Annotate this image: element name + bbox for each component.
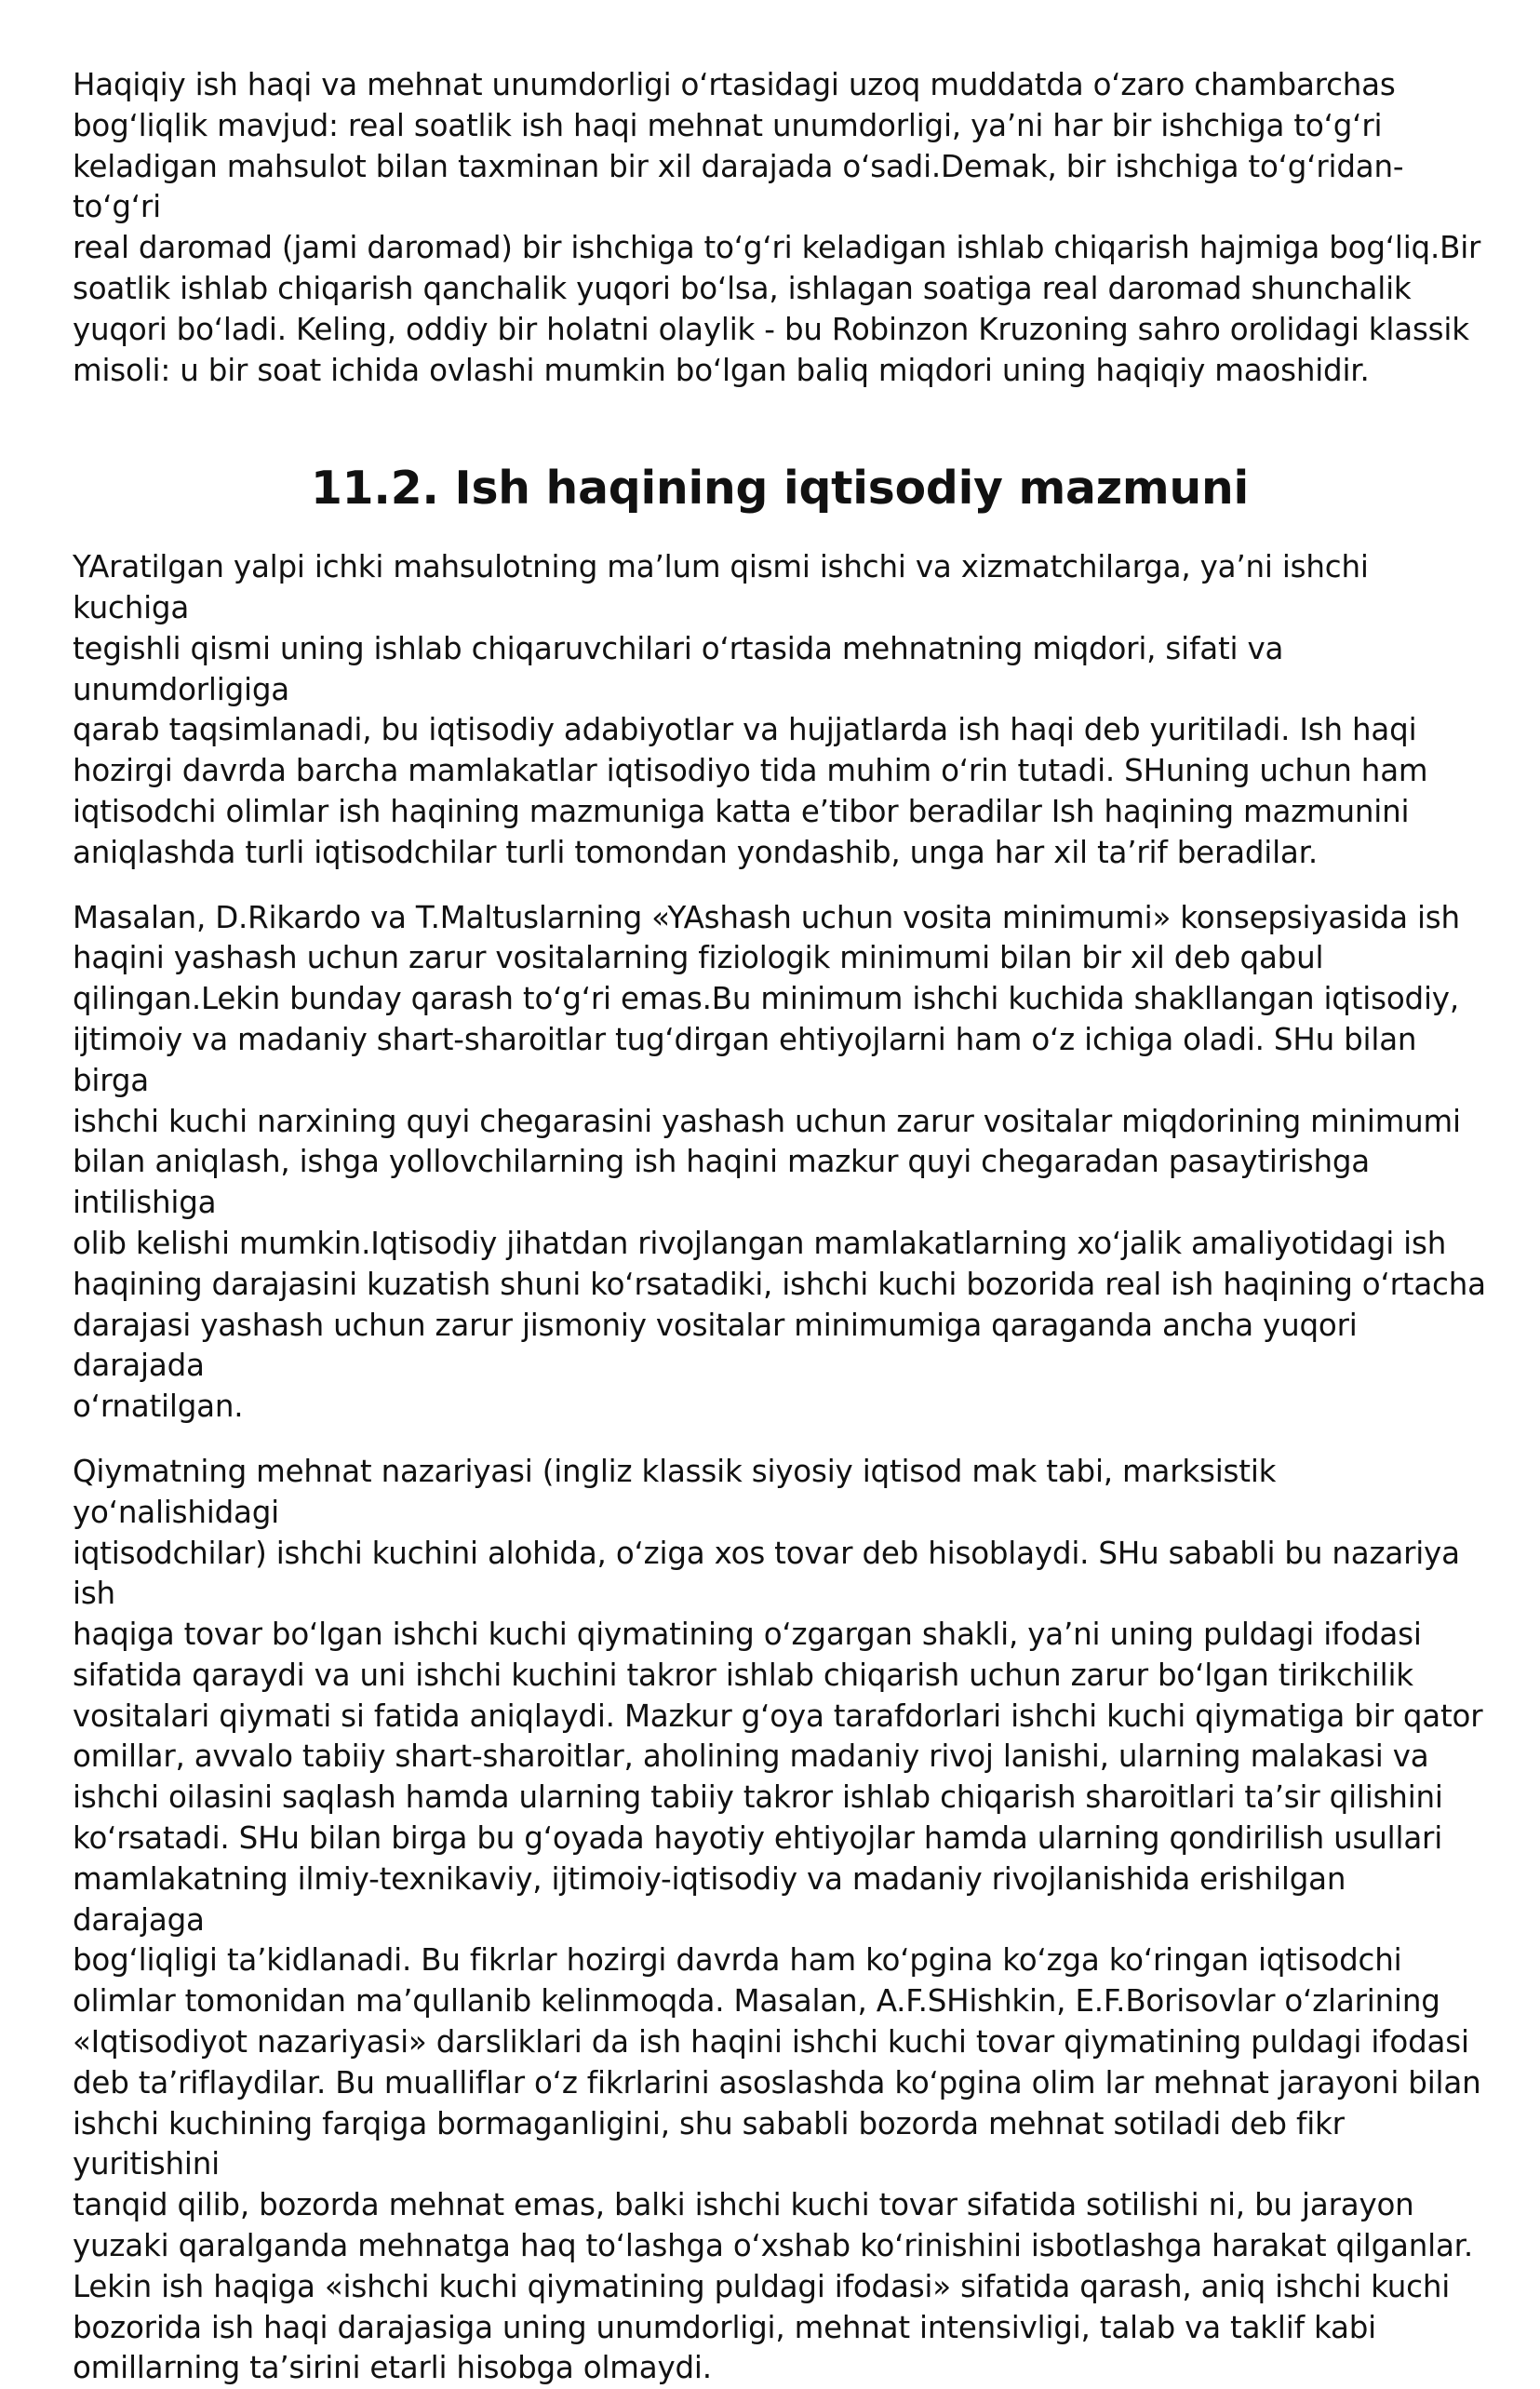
intro-paragraph: Haqiqiy ish haqi va mehnat unumdorligi o‘rtasidagi uzoq muddatda o‘zaro chambarchas bog‘liqlik mavjud: real soatlik ish haqi mehnat unumdorligi, ya’ni har bir ishchiga to‘g‘ri keladigan mahsulot bilan taxminan bir xil darajada o‘sadi.Demak, bir ishchiga to‘g‘ridan-to‘g‘ri real daromad (jami daromad) bir ishchiga to‘g‘ri keladigan ishlab chiqarish hajmiga bog‘liq.Bir soatlik ishlab chiqarish qanchalik yuqori bo‘lsa, ishlagan soatiga real daromad shunchalik yuqori bo‘ladi. Keling, oddiy bir holatni olaylik - bu Robinzon Kruzoning sahro orolidagi klassik misoli: u bir soat ichida ovlashi mumkin bo‘lgan baliq miqdori uning haqiqiy maoshidir. [73, 67, 1481, 388]
document-page [73, 65, 1487, 2389]
body-paragraph-1: YAratilgan yalpi ichki mahsulotning ma’lum qismi ishchi va xizmatchilarga, ya’ni ishchi kuchiga tegishli qismi uning ishlab chiqaruvchilari o‘rtasida mehnatning miqdori, sifati va unumdorligiga qarab taqsimlanadi, bu iqtisodiy adabiyotlar va hujjatlarda ish haqi deb yuritiladi. Ish haqi hozirgi davrda barcha mamlakatlar iqtisodiyo tida muhim o‘rin tutadi. SHuning uchun ham iqtisodchi olimlar ish haqining mazmuniga katta e’tibor beradilar Ish haqining mazmunini aniqlashda turli iqtisodchilar turli tomondan yondashib, unga har xil ta’rif beradilar. [73, 549, 1428, 870]
body-paragraph-3: Qiymatning mehnat nazariyasi (ingliz klassik siyosiy iqtisod mak tabi, marksistik yo‘nalishidagi iqtisodchilar) ishchi kuchini alohida, o‘ziga xos tovar deb hisoblaydi. SHu sababli bu nazariya ish haqiga tovar bo‘lgan ishchi kuchi qiymatining o‘zgargan shakli, ya’ni uning puldagi ifodasi sifatida qaraydi va uni ishchi kuchini takror ishlab chiqarish uchun zarur bo‘lgan tirikchilik vositalari qiymati si fatida aniqlaydi. Mazkur g‘oya tarafdorlari ishchi kuchi qiymatiga bir qator omillar, avvalo tabiiy shart-sharoitlar, aholining madaniy rivoj lanishi, ularning malakasi va ishchi oilasini saqlash hamda ularning tabiiy takror ishlab chiqarish sharoitlari ta’sir qilishini ko‘rsatadi. SHu bilan birga bu g‘oyada hayotiy ehtiyojlar hamda ularning qondirilish usullari mamlakatning ilmiy-texnikaviy, ijtimoiy-iqtisodiy va madaniy rivojlanishida erishilgan darajaga bog‘liqligi ta’kidlanadi. Bu fikrlar hozirgi davrda ham ko‘pgina ko‘zga ko‘ringan iqtisodchi olimlar tomonidan ma’qullanib kelinmoqda. Masalan, A.F.SHishkin, E.F.Borisovlar o‘zlarining «Iqtisodiyot nazariyasi» darsliklari da ish haqini ishchi kuchi tovar qiymatining puldagi ifodasi deb ta’riflaydilar. Bu mualliflar o‘z fikrlarini asoslashda ko‘pgina olim lar mehnat jarayoni bilan ishchi kuchining farqiga bormaganligini, shu sababli bozorda mehnat sotiladi deb fikr yuritishini tanqid qilib, bozorda mehnat emas, balki ishchi kuchi tovar sifatida sotilishi ni, bu jarayon yuzaki qaralganda mehnatga haq to‘lashga o‘xshab ko‘rinishini isbotlashga harakat qilganlar. Lekin ish haqiga «ishchi kuchi qiymatining puldagi ifodasi» sifatida qarash, aniq ishchi kuchi bozorida ish haqi darajasiga uning unumdorligi, mehnat intensivligi, talab va taklif kabi omillarning ta’sirini etarli hisobga olmaydi. [73, 1453, 1483, 2386]
section-heading: 11.2. Ish haqining iqtisodiy mazmuni [310, 463, 1250, 516]
body-paragraph-2: Masalan, D.Rikardo va T.Maltuslarning «YAshash uchun vosita minimumi» konsepsiyasida ish haqini yashash uchun zarur vositalarning fiziologik minimumi bilan bir xil deb qabul qilingan.Lekin bunday qarash to‘g‘ri emas.Bu minimum ishchi kuchida shakllangan iqtisodiy, ijtimoiy va madaniy shart-sharoitlar tug‘dirgan ehtiyojlarni ham o‘z ichiga oladi. SHu bilan birga ishchi kuchi narxining quyi chegarasini yashash uchun zarur vositalar miqdorining minimumi bilan aniqlash, ishga yollovchilarning ish haqini mazkur quyi chegaradan pasaytirishga intilishiga olib kelishi mumkin.Iqtisodiy jihatdan rivojlangan mamlakatlarning xo‘jalik amaliyotidagi ish haqining darajasini kuzatish shuni ko‘rsatadiki, ishchi kuchi bozorida real ish haqining o‘rtacha darajasi yashash uchun zarur jismoniy vositalar minimumiga qaraganda ancha yuqori darajada o‘rnatilgan. [73, 899, 1486, 1425]
